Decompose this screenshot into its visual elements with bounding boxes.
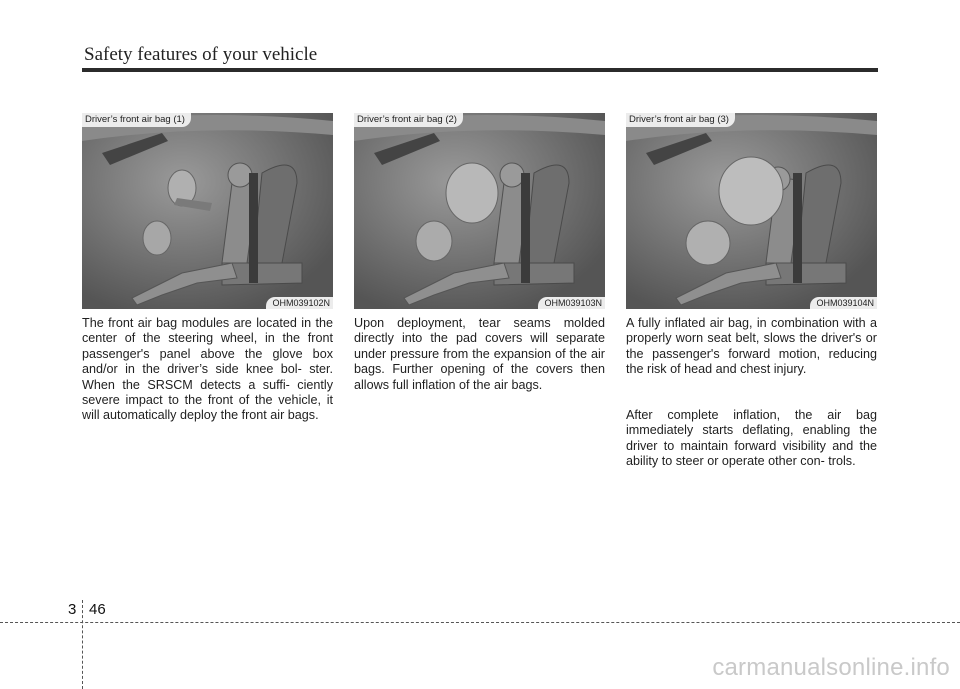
airbag-illustration-3 xyxy=(626,113,877,309)
figure-airbag-3 xyxy=(626,113,877,309)
figure-code: OHM039102N xyxy=(266,297,333,309)
page-number: 46 xyxy=(89,601,106,618)
paragraph-col1: The front air bag modules are located in the center of the steering wheel, in the front passenger's panel above the glove box and/or in the driver’s side knee bol- ster. When the SRSCM detects a suffi- ciently severe impact to the front of the vehicle, it will automatically deploy the front air bags. xyxy=(82,316,333,423)
airbag-illustration-2 xyxy=(354,113,605,309)
section-number: 3 xyxy=(68,601,77,618)
airbag-illustration-1 xyxy=(82,113,333,309)
header-rule xyxy=(82,68,878,72)
figure-code: OHM039103N xyxy=(538,297,605,309)
figure-airbag-2 xyxy=(354,113,605,309)
footer-divider xyxy=(0,622,960,623)
figure-caption: Driver’s front air bag (1) xyxy=(82,113,191,127)
watermark: carmanualsonline.info xyxy=(712,654,950,681)
figure-code: OHM039104N xyxy=(810,297,877,309)
figure-airbag-1 xyxy=(82,113,333,309)
footer-vertical-divider xyxy=(82,600,83,689)
figure-caption: Driver’s front air bag (3) xyxy=(626,113,735,127)
figure-caption: Driver’s front air bag (2) xyxy=(354,113,463,127)
paragraph-col2: Upon deployment, tear seams molded directly into the pad covers will separate under pressure from the expansion of the air bags. Further opening of the covers then allows full inflation of the air bags. xyxy=(354,316,605,392)
paragraph-col3b: After complete inflation, the air bag immediately starts deflating, enabling the driver to maintain forward visibility and the ability to steer or operate other con- trols. xyxy=(626,408,877,469)
page-header-title: Safety features of your vehicle xyxy=(84,44,318,65)
paragraph-col3a: A fully inflated air bag, in combination with a properly worn seat belt, slows the driver's or the passenger's forward motion, reducing the risk of head and chest injury. xyxy=(626,316,877,377)
